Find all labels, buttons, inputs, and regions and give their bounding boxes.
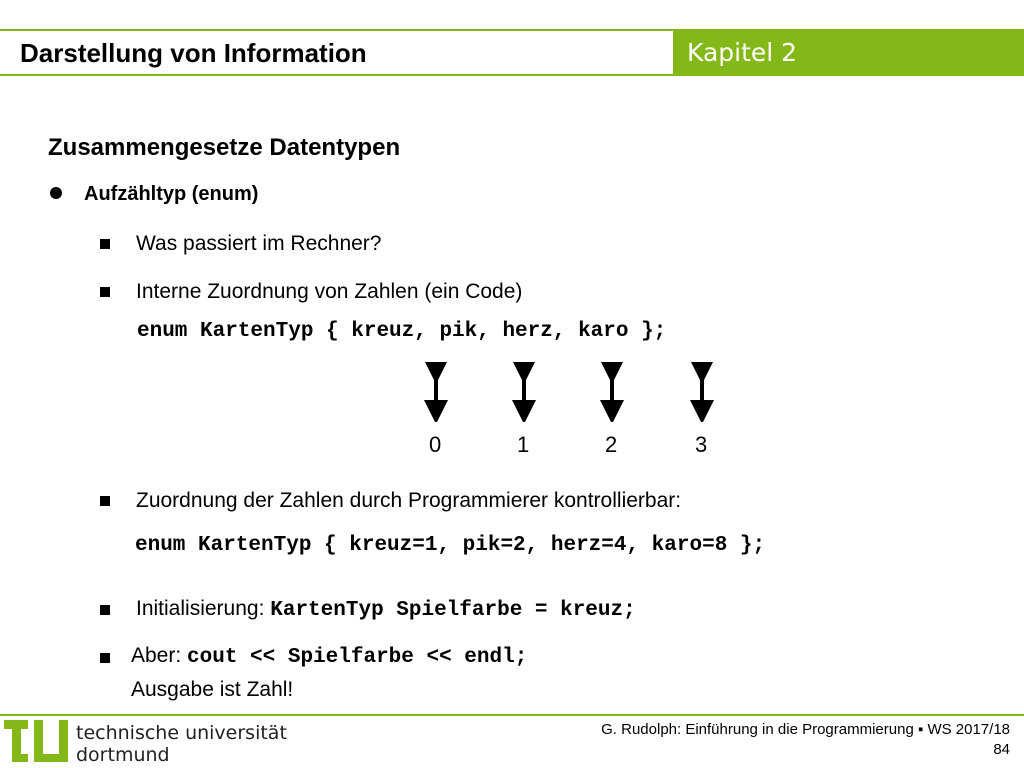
aber-code: cout << Spielfarbe << endl; bbox=[187, 646, 528, 669]
footer-rule bbox=[0, 714, 1024, 716]
course-info: G. Rudolph: Einführung in die Programmierung ▪ WS 2017/18 bbox=[601, 721, 1010, 738]
chapter-badge: Kapitel 2 bbox=[673, 29, 1024, 76]
square-bullet-icon bbox=[100, 239, 110, 249]
square-bullet-icon bbox=[100, 653, 110, 663]
aber-note: Ausgabe ist Zahl! bbox=[131, 678, 294, 701]
question-rechner: Was passiert im Rechner? bbox=[136, 232, 382, 255]
init-label: Initialisierung: bbox=[136, 597, 265, 620]
header-bottom-rule bbox=[0, 74, 673, 76]
initialization-line bbox=[136, 596, 636, 624]
internal-mapping-text: Interne Zuordnung von Zahlen (ein Code) bbox=[136, 280, 523, 303]
aber-label: Aber: bbox=[131, 644, 182, 667]
bullet-enum bbox=[50, 183, 258, 206]
page-number: 84 bbox=[993, 741, 1010, 758]
mapping-value-0: 0 bbox=[429, 432, 442, 457]
university-line-2: dortmund bbox=[76, 744, 170, 766]
square-bullet-icon bbox=[100, 287, 110, 297]
mapping-arrows bbox=[400, 362, 740, 422]
mapping-value-3: 3 bbox=[695, 432, 708, 457]
section-title: Zusammengesetze Datentypen bbox=[48, 134, 401, 161]
footer-info bbox=[601, 720, 1010, 760]
mapping-value-1: 1 bbox=[517, 432, 530, 457]
slide-title: Darstellung von Information bbox=[20, 38, 367, 68]
header-top-rule bbox=[0, 29, 673, 31]
init-code: KartenTyp Spielfarbe = kreuz; bbox=[270, 599, 636, 622]
university-name bbox=[76, 722, 287, 766]
enum-code-line-2: enum KartenTyp { kreuz=1, pik=2, herz=4, karo=8 }; bbox=[135, 534, 766, 557]
enum-code-line-1: enum KartenTyp { kreuz, pik, herz, karo }; bbox=[137, 320, 667, 343]
square-bullet-icon bbox=[100, 496, 110, 506]
programmer-control-text: Zuordnung der Zahlen durch Programmierer kontrollierbar: bbox=[136, 489, 682, 512]
aber-line bbox=[131, 643, 527, 671]
university-line-1: technische universität bbox=[76, 722, 287, 744]
tu-logo-icon bbox=[4, 716, 70, 766]
square-bullet-icon bbox=[100, 605, 110, 615]
bullet-dot-icon bbox=[50, 187, 62, 199]
mapping-value-2: 2 bbox=[605, 432, 618, 457]
bullet-enum-label: Aufzähltyp (enum) bbox=[84, 183, 259, 205]
